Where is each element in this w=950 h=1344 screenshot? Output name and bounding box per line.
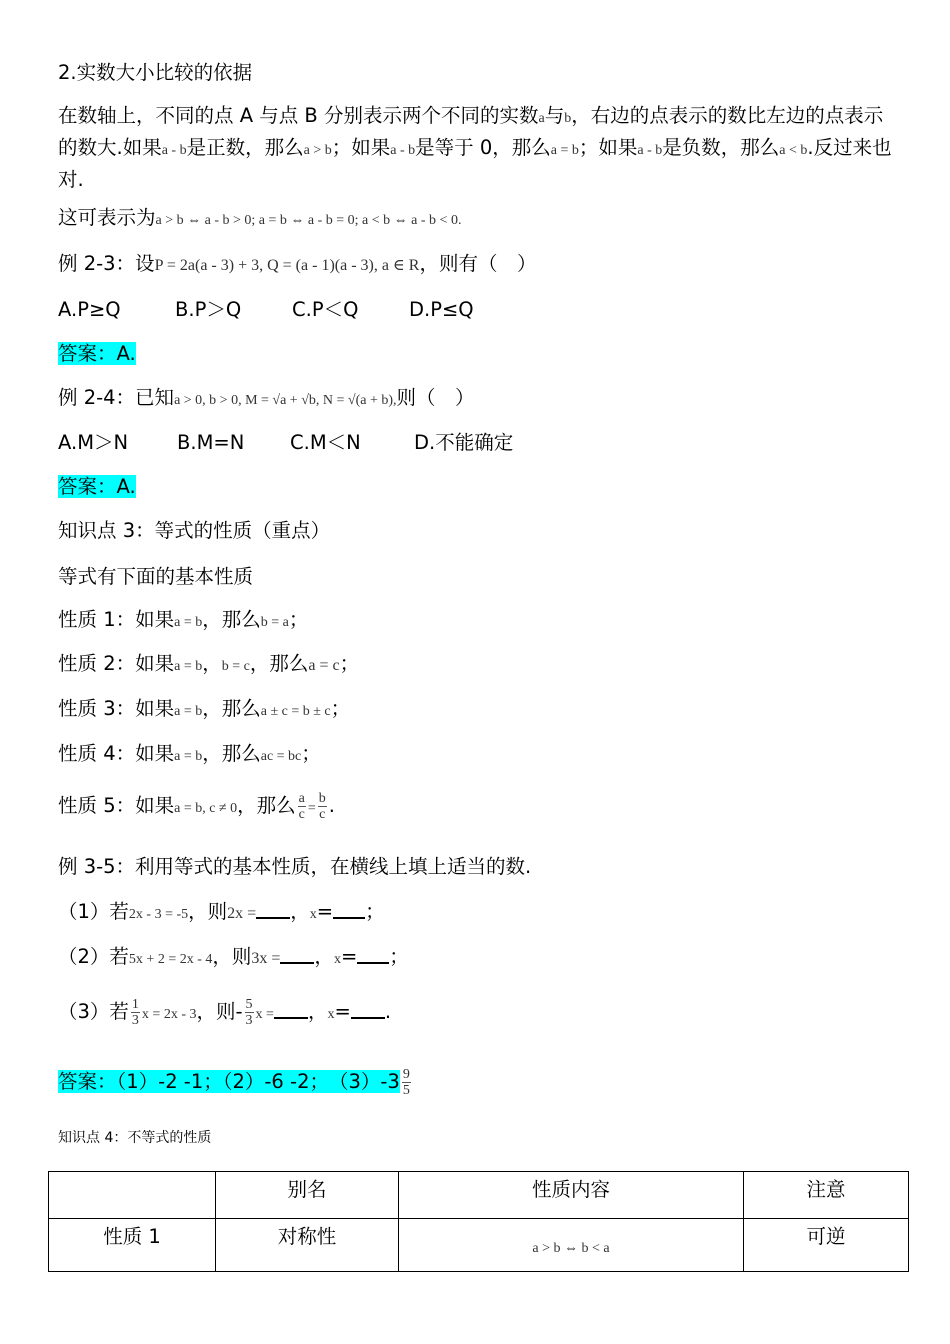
question-2: （2）若5x + 2 = 2x - 4，则3x = ，x= ； [58, 945, 409, 968]
option-c: C.P＜Q [292, 298, 359, 321]
answer-blank[interactable] [351, 999, 385, 1019]
header-cell: 性质内容 [399, 1172, 744, 1219]
table-header-row [49, 1172, 909, 1219]
option-d: D.不能确定 [414, 431, 514, 454]
content-cell: a > b ⇔ b < a [399, 1219, 744, 1272]
option-a: A.M＞N [58, 431, 129, 454]
answer-blank[interactable] [357, 944, 389, 964]
note-cell: 可逆 [744, 1219, 909, 1272]
example-2-3-options [58, 296, 474, 324]
property-1: 性质 1：如果a = b，那么b = a； [58, 608, 309, 631]
option-b: B.M=N [177, 431, 245, 454]
property-name-cell: 性质 1 [49, 1219, 216, 1272]
knowledge-point-3-title: 知识点 3：等式的性质（重点） [58, 519, 331, 542]
option-d: D.P≤Q [409, 298, 474, 321]
alias-cell: 对称性 [216, 1219, 399, 1272]
fraction-one-third: $\frac{1}{3}$ [131, 997, 139, 1028]
property-4: 性质 4：如果a = b，那么ac = bc； [58, 742, 321, 765]
fraction-a-over-c: $\frac{a}{c}$ [298, 791, 305, 822]
knowledge-point-4-title: 知识点 4：不等式的性质 [58, 1130, 212, 1146]
option-a: A.P≥Q [58, 298, 121, 321]
inequality-properties-table [48, 1171, 909, 1272]
section-heading: 2.实数大小比较的依据 [58, 61, 253, 84]
answer-2-4: 答案：A. [58, 475, 136, 498]
example-2-4-options [58, 429, 513, 457]
answer-3-5: 答案：（1）-2 -1；（2）-6 -2； （3）-3 $\frac{9}{5}$ [58, 1067, 410, 1098]
answer-blank[interactable] [274, 999, 308, 1019]
fraction-b-over-c: $\frac{b}{c}$ [318, 791, 326, 822]
example-2-3: 例 2-3：设P = 2a(a - 3) + 3, Q = (a - 1)(a - 3), a ∈ R，则有（ ） [58, 252, 537, 275]
answer-blank[interactable] [333, 899, 365, 919]
question-1: （1）若2x - 3 = -5，则2x = ，x= ； [58, 900, 385, 923]
property-5: 性质 5：如果a = b, c ≠ 0，那么 $\frac{a}{c}$ = $\frac{b}{c}$ . [58, 791, 335, 822]
table-row [49, 1219, 909, 1272]
header-cell: 别名 [216, 1172, 399, 1219]
example-2-4: 例 2-4：已知a > 0, b > 0, M = √a + √b, N = √(a + b),则（ ） [58, 386, 475, 409]
equality-intro: 等式有下面的基本性质 [58, 565, 254, 588]
question-3: （3）若 $\frac{1}{3}$ x = 2x - 3，则- $\frac{5}{3}$ x = ，x= . [58, 997, 392, 1028]
option-b: B.P＞Q [175, 298, 242, 321]
property-3: 性质 3：如果a = b，那么a ± c = b ± c； [58, 697, 351, 720]
fraction-nine-fifths: $\frac{9}{5}$ [402, 1067, 410, 1098]
answer-blank[interactable] [280, 944, 314, 964]
option-c: C.M＜N [290, 431, 361, 454]
example-3-5-title: 例 3-5：利用等式的基本性质，在横线上填上适当的数. [58, 855, 532, 878]
equivalence-line: 这可表示为a > b ⇔ a - b > 0; a = b ⇔ a - b = 0; a < b ⇔ a - b < 0. [58, 206, 462, 229]
intro-paragraph: 在数轴上，不同的点 A 与点 B 分别表示两个不同的实数a与b，右边的点表示的数比左边的点表示的数大.如果a - b是正数，那么a > b；如果a - b是等于 0，那么a = b；如果a - b是负数，那么a < b.反过来也对. [58, 104, 892, 191]
header-cell [49, 1172, 216, 1219]
answer-2-3: 答案：A. [58, 342, 136, 365]
fraction-five-thirds: $\frac{5}{3}$ [245, 997, 253, 1028]
property-2: 性质 2：如果a = b，b = c，那么a = c； [58, 652, 360, 675]
header-cell: 注意 [744, 1172, 909, 1219]
answer-blank[interactable] [256, 899, 290, 919]
